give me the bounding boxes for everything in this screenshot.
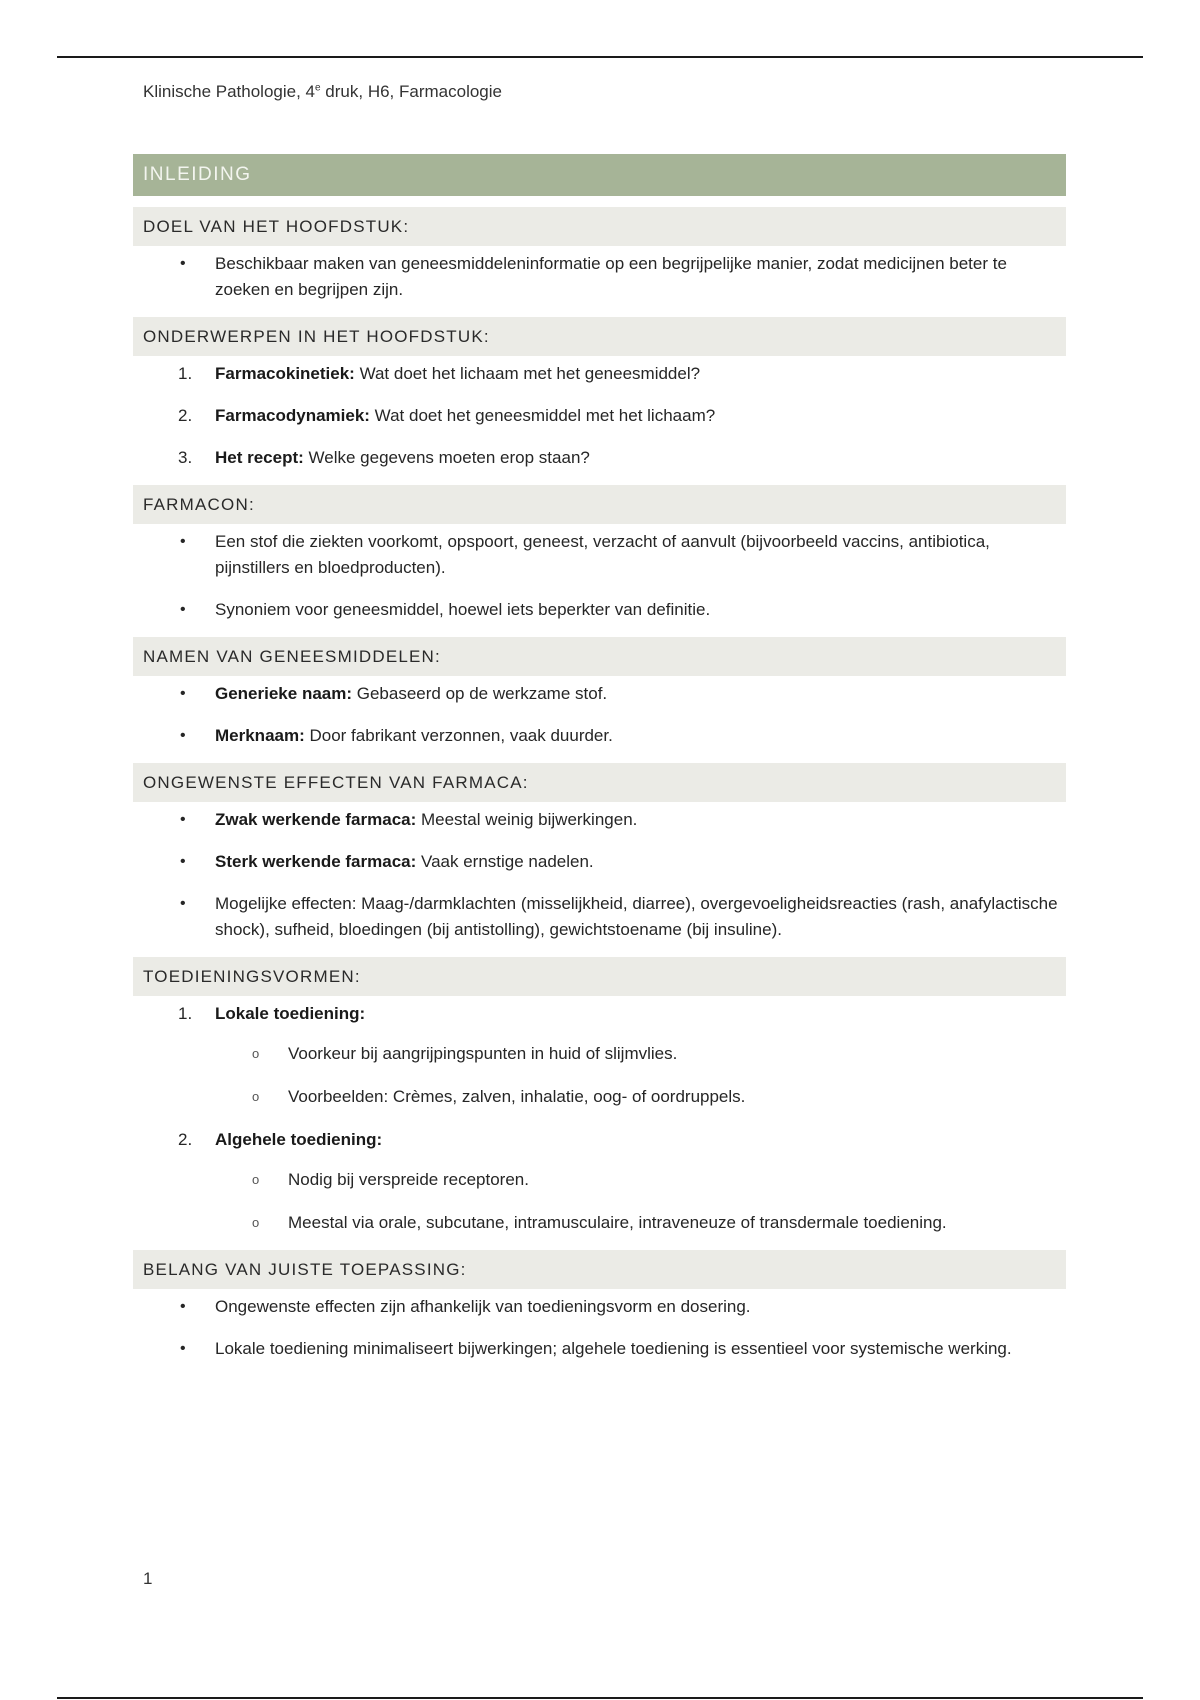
list-item: • Sterk werkende farmaca: Vaak ernstige nadelen.: [133, 849, 1066, 875]
section-namen: [133, 637, 1066, 749]
section-heading: FARMACON:: [133, 485, 1066, 524]
section-heading: NAMEN VAN GENEESMIDDELEN:: [133, 637, 1066, 676]
chapter-title: INLEIDING: [133, 154, 1066, 196]
sub-list-item: o Voorkeur bij aangrijpingspunten in huid of slijmvlies.: [133, 1041, 1066, 1067]
circle-bullet-icon: o: [252, 1089, 260, 1104]
list-item: • Lokale toediening minimaliseert bijwerkingen; algehele toediening is essentieel voor systemische werking.: [133, 1336, 1066, 1362]
list-item: • Mogelijke effecten: Maag-/darmklachten (misselijkheid, diarree), overgevoeligheidsreacties (rash, anafylactische shock), sufheid, bloedingen (bij antistolling), gewichtstoename (bij insuline).: [133, 891, 1066, 943]
circle-bullet-icon: o: [252, 1172, 260, 1187]
section-heading: ONDERWERPEN IN HET HOOFDSTUK:: [133, 317, 1066, 356]
top-rule: [57, 56, 1143, 58]
section-belang: [133, 1250, 1066, 1362]
bullet-icon: •: [180, 685, 186, 702]
list-item: • Generieke naam: Gebaseerd op de werkzame stof.: [133, 681, 1066, 707]
page-number: 1: [143, 1569, 153, 1588]
list-item: • Synoniem voor geneesmiddel, hoewel iets beperkter van definitie.: [133, 597, 1066, 623]
list-item: 1. Farmacokinetiek: Wat doet het lichaam met het geneesmiddel?: [178, 364, 701, 383]
section-ongewenste-effecten: [133, 763, 1066, 943]
bullet-icon: •: [180, 1340, 186, 1357]
list-item: • Beschikbaar maken van geneesmiddeleninformatie op een begrijpelijke manier, zodat medicijnen beter te zoeken en begrijpen zijn.: [133, 251, 1066, 303]
list-item: 1. Lokale toediening: o Voorkeur bij aangrijpingspunten in huid of slijmvlies. o Voorbeelden: Crèmes, zalven, inhalatie, oog- of oordruppels.: [133, 1001, 1066, 1110]
section-heading: ONGEWENSTE EFFECTEN VAN FARMACA:: [133, 763, 1066, 802]
list-item: 2. Algehele toediening: o Nodig bij verspreide receptoren. o Meestal via orale, subcutane, intramusculaire, intraveneuze of transdermale toediening.: [133, 1127, 1066, 1236]
list-item: • Merknaam: Door fabrikant verzonnen, vaak duurder.: [133, 723, 1066, 749]
bullet-icon: •: [180, 811, 186, 828]
bullet-icon: •: [180, 533, 186, 550]
bullet-icon: •: [180, 255, 186, 272]
bullet-icon: •: [180, 727, 186, 744]
bullet-icon: •: [180, 853, 186, 870]
running-header: Klinische Pathologie, 4e druk, H6, Farmacologie: [143, 82, 502, 101]
circle-bullet-icon: o: [252, 1046, 260, 1061]
section-toedieningsvormen: [133, 957, 1066, 1236]
bottom-rule: [57, 1697, 1143, 1699]
section-onderwerpen: [133, 317, 1066, 471]
section-heading: DOEL VAN HET HOOFDSTUK:: [133, 207, 1066, 246]
page-content: [133, 154, 1066, 1376]
list-item: 3. Het recept: Welke gegevens moeten erop staan?: [178, 448, 590, 467]
bullet-icon: •: [180, 895, 186, 912]
section-heading: BELANG VAN JUISTE TOEPASSING:: [133, 1250, 1066, 1289]
list-item: • Ongewenste effecten zijn afhankelijk van toedieningsvorm en dosering.: [133, 1294, 1066, 1320]
section-heading: TOEDIENINGSVORMEN:: [133, 957, 1066, 996]
list-item: 2. Farmacodynamiek: Wat doet het geneesmiddel met het lichaam?: [178, 406, 716, 425]
section-doel: [133, 207, 1066, 303]
sub-list-item: o Voorbeelden: Crèmes, zalven, inhalatie, oog- of oordruppels.: [133, 1084, 1066, 1110]
bullet-icon: •: [180, 1298, 186, 1315]
list-item: • Zwak werkende farmaca: Meestal weinig bijwerkingen.: [133, 807, 1066, 833]
sub-list-item: o Meestal via orale, subcutane, intramusculaire, intraveneuze of transdermale toediening.: [133, 1210, 1066, 1236]
list-item: • Een stof die ziekten voorkomt, opspoort, geneest, verzacht of aanvult (bijvoorbeeld vaccins, antibiotica, pijnstillers en bloedproducten).: [133, 529, 1066, 581]
section-farmacon: [133, 485, 1066, 623]
circle-bullet-icon: o: [252, 1215, 260, 1230]
bullet-icon: •: [180, 601, 186, 618]
sub-list-item: o Nodig bij verspreide receptoren.: [133, 1167, 1066, 1193]
